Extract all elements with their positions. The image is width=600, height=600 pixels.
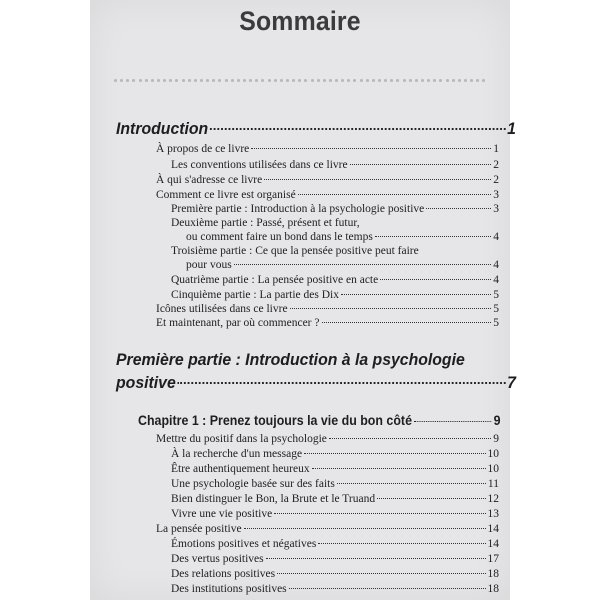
toc-page-number: 10 xyxy=(487,463,499,475)
toc-entry-label: Deuxième partie : Passé, présent et futur, xyxy=(171,217,360,229)
dot-leader xyxy=(290,308,492,309)
dot-leader xyxy=(414,421,492,422)
toc-part-introduction[interactable] xyxy=(116,119,516,139)
toc-entry-label: Être authentiquement heureux xyxy=(171,463,310,475)
toc-entry[interactable] xyxy=(156,174,499,186)
toc-page-number: 11 xyxy=(487,478,499,490)
toc-entry[interactable] xyxy=(171,508,499,520)
toc-entry-label: Et maintenant, par où commencer ? xyxy=(156,317,320,329)
toc-page-number: 3 xyxy=(493,203,499,215)
book-page xyxy=(90,0,516,600)
dot-leader xyxy=(426,208,491,209)
toc-entry[interactable] xyxy=(171,493,499,505)
dot-leader xyxy=(178,382,506,384)
toc-entry-label: Les conventions utilisées dans ce livre xyxy=(171,159,348,171)
dot-leader xyxy=(312,468,486,469)
toc-entry-label: À qui s'adresse ce livre xyxy=(156,174,263,186)
toc-entry-label: Des vertus positives xyxy=(171,553,264,565)
dot-leader xyxy=(251,148,491,149)
dot-leader xyxy=(377,498,485,499)
dot-leader xyxy=(289,588,486,589)
toc-page-number: 18 xyxy=(487,583,499,595)
dot-leader xyxy=(375,236,491,237)
toc-entry[interactable] xyxy=(156,189,499,201)
dot-leader xyxy=(337,483,486,484)
toc-page-number: 1 xyxy=(493,143,499,155)
toc-entry-label: Des relations positives xyxy=(171,568,276,580)
toc-entry-label: À la recherche d'un message xyxy=(171,448,303,460)
toc-entry[interactable] xyxy=(171,203,499,215)
toc-page-number: 5 xyxy=(493,317,499,329)
toc-page-number: 4 xyxy=(493,259,499,271)
dot-leader xyxy=(318,543,485,544)
toc-page-number: 12 xyxy=(487,493,499,505)
toc-entry-label: Première partie : Introduction à la psychologie positive xyxy=(171,203,425,215)
toc-entry[interactable] xyxy=(171,478,499,490)
dot-leader xyxy=(350,164,492,165)
toc-entry-label: Mettre du positif dans la psychologie xyxy=(156,433,327,445)
toc-page-number: 4 xyxy=(493,231,499,243)
toc-entry[interactable] xyxy=(171,568,499,580)
page-title: Sommaire xyxy=(239,6,361,36)
toc-entry-label: La pensée positive xyxy=(156,523,242,535)
toc-page-number: 9 xyxy=(493,413,501,428)
toc-entry-label: Vivre une vie positive xyxy=(171,508,273,520)
toc-entry[interactable] xyxy=(171,538,499,550)
dot-leader xyxy=(304,453,485,454)
toc-page-number: 7 xyxy=(507,373,516,392)
toc-entry[interactable] xyxy=(156,303,499,315)
toc-chapter-1[interactable] xyxy=(138,413,500,428)
toc-part-title: Introduction xyxy=(116,119,209,138)
toc-entry[interactable] xyxy=(171,159,499,171)
toc-entry-label: Troisième partie : Ce que la pensée positive peut faire xyxy=(171,245,419,257)
dot-leader xyxy=(234,264,492,265)
toc-page-number: 5 xyxy=(493,289,499,301)
toc-chapter-title: Chapitre 1 : Prenez toujours la vie du bon côté xyxy=(138,413,412,428)
toc-entry[interactable] xyxy=(156,317,499,329)
toc-entry-label: Comment ce livre est organisé xyxy=(156,189,296,201)
toc-entry-label: Une psychologie basée sur des faits xyxy=(171,478,335,490)
toc-entry-label: pour vous xyxy=(186,259,232,271)
dot-leader xyxy=(210,128,505,130)
dot-leader xyxy=(277,573,485,574)
toc-entry[interactable] xyxy=(171,289,499,301)
dot-leader xyxy=(274,513,485,514)
toc-part-title[interactable]: Première partie : Introduction à la psychologie xyxy=(116,350,465,369)
toc-page-number: 2 xyxy=(493,159,499,171)
toc-entry[interactable] xyxy=(156,143,499,155)
toc-entry-label: Émotions positives et négatives xyxy=(171,538,317,550)
dot-leader xyxy=(329,438,491,439)
toc-entry-label: Bien distinguer le Bon, la Brute et le Truand xyxy=(171,493,376,505)
toc-entry[interactable] xyxy=(171,553,499,565)
dot-leader xyxy=(264,179,491,180)
toc-page-number: 2 xyxy=(493,174,499,186)
dot-leader xyxy=(322,322,492,323)
toc-page-number: 17 xyxy=(487,553,499,565)
toc-entry[interactable] xyxy=(171,448,499,460)
toc-entry-label: Cinquième partie : La partie des Dix xyxy=(171,289,339,301)
toc-entry-label: ou comment faire un bond dans le temps xyxy=(186,231,373,243)
toc-entry[interactable] xyxy=(171,463,499,475)
toc-entry-label: Quatrième partie : La pensée positive en acte xyxy=(171,274,379,286)
toc-page-number: 14 xyxy=(487,538,499,550)
toc-entry-label: À propos de ce livre xyxy=(156,143,250,155)
toc-entry[interactable] xyxy=(156,433,499,445)
toc-part-title: positive xyxy=(116,373,176,392)
toc-page-number: 10 xyxy=(487,448,499,460)
toc-page-number: 3 xyxy=(493,189,499,201)
toc-page-number: 13 xyxy=(487,508,499,520)
toc-page-number: 5 xyxy=(493,303,499,315)
toc-page-number: 9 xyxy=(493,433,499,445)
toc-entry-label: Icônes utilisées dans ce livre xyxy=(156,303,288,315)
toc-page-number: 4 xyxy=(493,274,499,286)
toc-entry[interactable] xyxy=(186,259,499,271)
toc-page-number: 18 xyxy=(487,568,499,580)
toc-entry[interactable] xyxy=(171,274,499,286)
toc-entry[interactable] xyxy=(186,231,499,243)
dot-leader xyxy=(380,279,491,280)
dot-leader xyxy=(244,528,486,529)
separator-dots xyxy=(90,79,510,85)
toc-entry[interactable] xyxy=(156,523,499,535)
toc-page-number: 14 xyxy=(487,523,499,535)
toc-entry-label: Des institutions positives xyxy=(171,583,287,595)
toc-entry[interactable] xyxy=(171,583,499,595)
toc-part-1[interactable] xyxy=(116,373,516,393)
dot-leader xyxy=(266,558,486,559)
toc-page-number: 1 xyxy=(507,119,516,138)
dot-leader xyxy=(341,294,491,295)
dot-leader xyxy=(298,194,492,195)
